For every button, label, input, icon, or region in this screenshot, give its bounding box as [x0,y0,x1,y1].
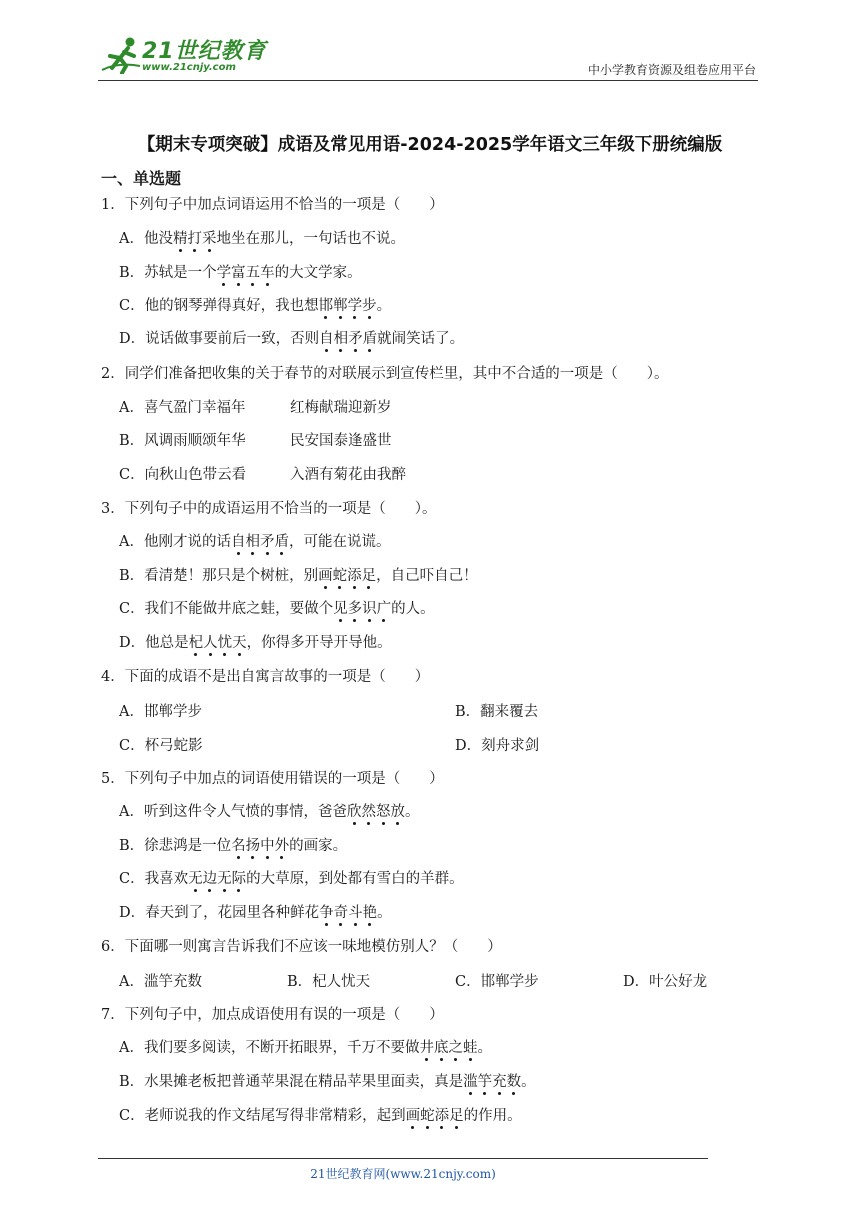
dotted-word: 滥 [463,1074,478,1090]
option-label: D． [119,635,146,651]
option-label: C． [455,974,481,990]
option-b[interactable] [287,972,370,992]
option-text: 的画家。 [289,838,348,854]
dotted-word: 怒 [375,804,391,820]
dotted-word: 学 [216,265,232,281]
option-a[interactable] [119,802,419,822]
option-text: 滥竽充数 [143,974,202,990]
dotted-word: 然 [361,804,376,820]
option-label: A． [119,400,144,416]
option-text: 邯郸学步 [143,704,202,720]
option-text: 的人。 [391,601,435,617]
document-title: 【期末专项突破】成语及常见用语-2024-2025学年语文三年级下册统编版 [137,135,723,155]
footer-divider [98,1158,708,1159]
dotted-word: 步 [362,298,377,314]
dotted-word: 见 [333,601,348,617]
option-text: 的作用。 [463,1108,522,1124]
option-d[interactable] [119,903,392,923]
option-text: 他没 [143,231,173,247]
option-text: 就闹笑话了。 [377,331,465,347]
dotted-word: 多 [347,601,363,617]
question-stem: 2．同学们准备把收集的关于春节的对联展示到宣传栏里，其中不合适的一项是（ ）。 [101,366,669,382]
question-stem: 5．下列句子中加点的词语使用错误的一项是（ ） [101,771,444,787]
dotted-word: 相 [245,534,260,550]
option-c[interactable] [119,1106,522,1126]
dotted-word: 矛 [259,534,275,550]
dotted-word: 相 [333,331,349,347]
option-b[interactable] [119,836,347,856]
dotted-word: 识 [362,601,377,617]
option-c[interactable] [119,465,406,485]
option-a[interactable] [119,702,202,722]
dotted-word: 五 [245,265,261,281]
option-text: 邯郸学步 [480,974,539,990]
site-logo[interactable] [98,34,268,78]
option-text: 。 [404,804,420,820]
option-label: C． [119,871,145,887]
dotted-word: 无 [188,871,203,887]
dotted-word: 天 [232,635,247,651]
option-text: 水果摊老板把普通苹果混在精品苹果里面卖，真是 [144,1074,464,1090]
dotted-word: 添 [347,568,362,584]
dotted-word: 放 [390,804,405,820]
dotted-word: 矛 [348,331,363,347]
option-text: ，自己吓自己！ [376,568,478,584]
option-label: C． [119,601,145,617]
option-a[interactable] [119,972,202,992]
dotted-word: 郸 [333,298,348,314]
dotted-word: 充 [492,1074,507,1090]
option-text: 的大草原，到处都有雪白的羊群。 [246,871,464,887]
option-label: A． [119,704,144,720]
option-label: D． [119,905,146,921]
dotted-word: 外 [274,838,290,854]
dotted-word: 打 [187,231,202,247]
option-text: 徐悲鸿是一位 [144,838,232,854]
dotted-word: 欣 [346,804,362,820]
option-b[interactable] [119,263,362,283]
option-a[interactable] [119,229,405,249]
logo-name: 21世纪教育 [142,39,267,64]
option-c[interactable] [119,869,464,889]
couplet-right: 入酒有菊花由我醉 [290,467,406,483]
dotted-word: 扬 [245,838,261,854]
option-b[interactable] [455,702,538,722]
dotted-word: 足 [449,1108,464,1124]
dotted-word: 杞 [188,635,204,651]
dotted-word: 足 [361,568,377,584]
option-label: A． [119,231,144,247]
option-text: 叶公好龙 [649,974,708,990]
footer-link[interactable]: 21世纪教育网(www.21cnjy.com) [310,1167,496,1181]
option-a[interactable] [119,398,392,418]
dotted-word: 画 [405,1108,421,1124]
couplet-right: 民安国泰逢盛世 [290,433,392,449]
dotted-word: 富 [231,265,246,281]
option-b[interactable] [119,566,478,586]
question-stem: 6．下面哪一则寓言告诉我们不应该一味地模仿别人？（ ） [101,939,502,955]
option-text: 我们不能做井底之蛙，要做个 [144,601,334,617]
dotted-word: 采 [201,231,217,247]
dotted-word: 争 [319,905,334,921]
dotted-word: 蛇 [420,1108,435,1124]
option-c[interactable] [455,972,539,992]
dotted-word: 添 [434,1108,450,1124]
option-text: 苏轼是一个 [144,265,217,281]
option-text: 地坐在那儿，一句话也不说。 [216,231,405,247]
option-label: B． [119,838,145,854]
dotted-word: 盾 [362,331,378,347]
option-b[interactable] [119,431,392,451]
dotted-word: 际 [231,871,247,887]
runner-icon [100,36,144,74]
dotted-word: 自 [230,534,246,550]
dotted-word: 艳 [362,905,378,921]
dotted-word: 奇 [333,905,349,921]
page-header [98,34,758,81]
option-text: 看清楚！那只是个树桩，别 [144,568,319,584]
option-label: C． [119,1108,145,1124]
option-label: C． [119,467,145,483]
option-label: A． [119,974,144,990]
option-text: 。 [521,1074,536,1090]
dotted-word: 无 [217,871,232,887]
option-text: 他总是 [145,635,189,651]
dotted-word: 井 [419,1040,434,1056]
dotted-word: 蛙 [462,1040,478,1056]
couplet-left: 喜气盈门幸福年 [143,400,246,416]
option-text: 我喜欢 [144,871,189,887]
question-stem: 3．下列句子中的成语运用不恰当的一项是（ ）。 [101,501,437,517]
couplet-left: 向秋山色带云看 [144,467,247,483]
option-text: 老师说我的作文结尾写得非常精彩，起到 [144,1108,406,1124]
option-text: 听到这件令人气愤的事情，爸爸 [143,804,347,820]
dotted-word: 数 [506,1074,522,1090]
option-label: B． [287,974,313,990]
option-d[interactable] [623,972,707,992]
option-label: B． [455,704,481,720]
option-label: B． [119,568,145,584]
option-d[interactable] [119,633,392,653]
option-text: 杯弓蛇影 [144,738,203,754]
option-text: 刻舟求剑 [481,738,540,754]
dotted-word: 画 [318,568,333,584]
dotted-word: 蛇 [332,568,348,584]
option-label: A． [119,804,144,820]
dotted-word: 自 [319,331,334,347]
option-a[interactable] [119,532,390,552]
couplet-left: 风调雨顺颂年华 [144,433,246,449]
couplet-right: 红梅献瑞迎新岁 [290,400,392,416]
option-label: D． [119,331,146,347]
option-b[interactable] [119,1072,536,1092]
option-label: B． [119,1074,145,1090]
option-text: 。 [376,298,392,314]
option-label: A． [119,534,144,550]
option-c[interactable] [119,296,391,316]
dotted-word: 竽 [477,1074,493,1090]
dotted-word: 斗 [348,905,363,921]
section-heading: 一、单选题 [101,169,182,188]
option-d[interactable] [455,736,539,756]
dotted-word: 底 [433,1040,449,1056]
option-text: 杞人忧天 [312,974,371,990]
header-platform-text: 中小学教育资源及组卷应用平台 [587,63,756,77]
dotted-word: 名 [231,838,246,854]
dotted-word: 边 [202,871,218,887]
option-text: 他刚才说的话 [143,534,231,550]
option-text: 的大文学家。 [274,265,362,281]
dotted-word: 盾 [274,534,289,550]
option-label: A． [119,1040,144,1056]
option-label: B． [119,265,145,281]
option-c[interactable] [119,599,435,619]
option-text: 翻来覆去 [480,704,539,720]
question-stem: 1．下列句子中加点词语运用不恰当的一项是（ ） [101,197,444,213]
logo-url: www.21cnjy.com [142,62,236,73]
option-text: ，你得多开导开导他。 [246,635,392,651]
dotted-word: 之 [448,1040,463,1056]
question-stem: 4．下面的成语不是出自寓言故事的一项是（ ） [101,669,430,685]
dotted-word: 邯 [318,298,334,314]
option-a[interactable] [119,1038,492,1058]
option-c[interactable] [119,736,203,756]
option-text: 他的钢琴弹得真好，我也想 [144,298,319,314]
option-label: B． [119,433,145,449]
option-text: 我们要多阅读，不断开拓眼界，千万不要做 [143,1040,420,1056]
dotted-word: 中 [260,838,275,854]
option-label: D． [455,738,482,754]
option-d[interactable] [119,329,464,349]
option-text: 。 [477,1040,492,1056]
option-label: D． [623,974,650,990]
option-text: 春天到了，花园里各种鲜花 [145,905,320,921]
question-stem: 7．下列句子中，加点成语使用有误的一项是（ ） [101,1007,444,1023]
dotted-word: 广 [376,601,392,617]
dotted-word: 学 [347,298,363,314]
dotted-word: 精 [172,231,188,247]
option-label: C． [119,738,145,754]
option-text: 说话做事要前后一致，否则 [145,331,320,347]
dotted-word: 车 [260,265,275,281]
dotted-word: 忧 [217,635,233,651]
option-label: C． [119,298,145,314]
option-text: ，可能在说谎。 [288,534,391,550]
dotted-word: 人 [203,635,218,651]
option-text: 。 [377,905,392,921]
